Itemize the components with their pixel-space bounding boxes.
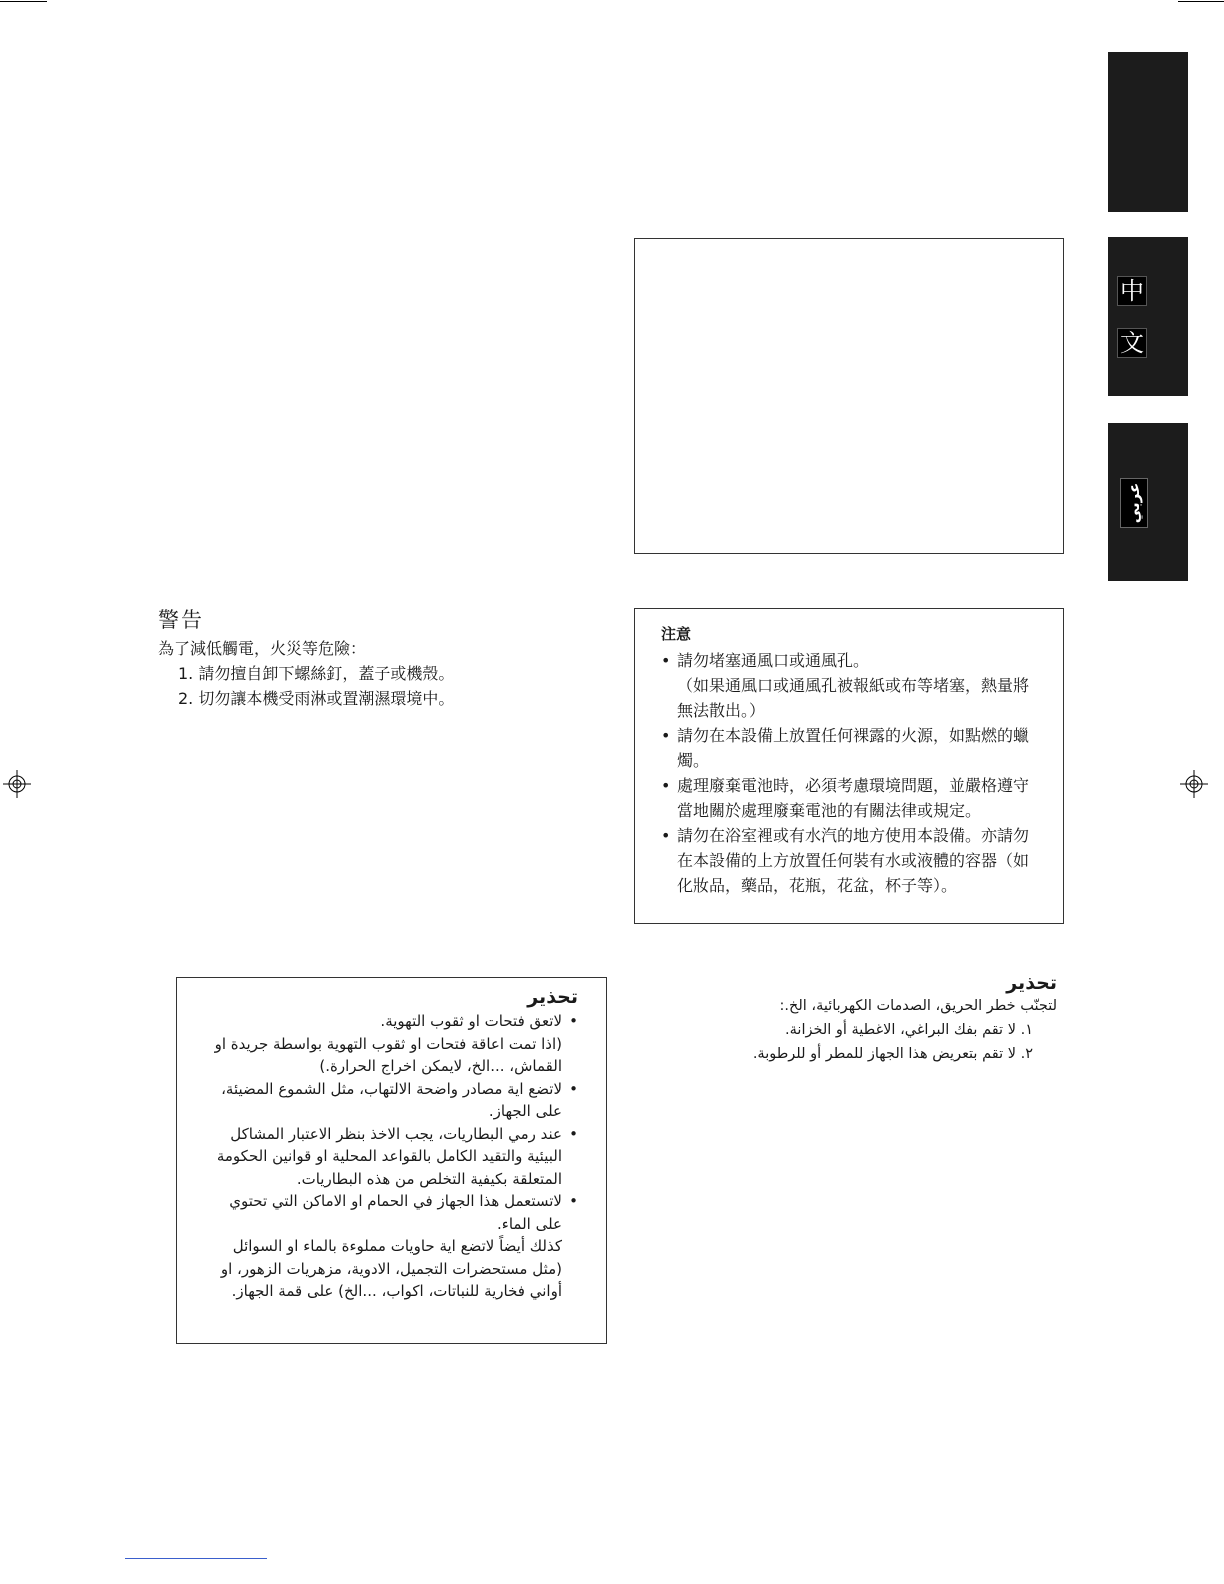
- arabic-warning: [700, 972, 1057, 1066]
- arabic-caution-box: [176, 977, 607, 1344]
- chinese-warning-item: 2. 切勿讓本機受雨淋或置潮濕環境中。: [178, 689, 455, 708]
- crop-mark-top-left: [0, 1, 47, 2]
- chinese-caution-title: 注意: [661, 625, 692, 643]
- chinese-caution-item: • 請勿在本設備上放置任何裸露的火源，如點燃的蠟燭。: [661, 723, 1041, 773]
- arabic-caution-item: • لاتستعمل هذا الجهاز في الحمام او الاماكن التي تحتوي على الماء. كذلك أيضاً لاتضع اية حاويات مملوءة بالماء او السوائل (مثل مستحضرات التجميل، الادوية، مزهريات الزهور، او أواني فخارية للنباتات، اكواب، ...الخ) على قمة الجهاز.: [200, 1190, 578, 1303]
- arabic-caution-item: • لاتعق فتحات او ثقوب التهوية. (اذا تمت اعاقة فتحات او ثقوب التهوية بواسطة جريدة او القماش، ...الخ، لايمكن اخراج الحرارة.): [200, 1010, 578, 1078]
- arabic-warning-intro: لتجنّب خطر الحريق، الصدمات الكهربائية، الخ.:: [779, 998, 1057, 1014]
- chinese-caution-item: • 請勿堵塞通風口或通風孔。 （如果通風口或通風孔被報紙或布等堵塞，熱量將無法散出。）: [661, 648, 1041, 723]
- side-tab-english[interactable]: [1108, 52, 1188, 212]
- chinese-warning-intro: 為了減低觸電，火災等危險：: [158, 639, 367, 658]
- side-tab-chinese-char-1: 中: [1117, 276, 1147, 306]
- arabic-warning-item: ١. لا تقم بفك البراغي، الاغطية أو الخزانة.: [785, 1022, 1033, 1038]
- arabic-warning-item: ٢. لا تقم بتعريض هذا الجهاز للمطر أو للرطوبة.: [752, 1046, 1033, 1062]
- registration-mark-right: [1180, 770, 1208, 798]
- side-tab-chinese[interactable]: [1108, 237, 1188, 396]
- crop-mark-top-right: [1178, 1, 1224, 2]
- side-tab-arabic-label: عربي: [1120, 478, 1148, 528]
- empty-frame: [634, 238, 1064, 554]
- registration-mark-left: [3, 770, 31, 798]
- arabic-caution-title: تحذير: [527, 986, 578, 1008]
- chinese-caution-box: [634, 608, 1064, 924]
- chinese-warning-item: 1. 請勿擅自卸下螺絲釘，蓋子或機殼。: [178, 664, 455, 683]
- chinese-warning-heading: 警告: [158, 608, 204, 632]
- side-tab-chinese-char-2: 文: [1117, 328, 1147, 358]
- footer-rule: [125, 1558, 267, 1559]
- chinese-caution-item: • 請勿在浴室裡或有水汽的地方使用本設備。亦請勿在本設備的上方放置任何裝有水或液體的容器（如化妝品，藥品，花瓶，花盆，杯子等）。: [661, 823, 1041, 898]
- arabic-caution-item: • عند رمي البطاريات، يجب الاخذ بنظر الاعتبار المشاكل البيئية والتقيد الكامل بالقواعد المحلية او قوانين الحكومة المتعلقة بكيفية التخلص من هذه البطاريات.: [200, 1123, 578, 1191]
- chinese-warning: [158, 604, 578, 710]
- arabic-warning-title: تحذير: [1006, 972, 1057, 994]
- chinese-caution-item: • 處理廢棄電池時，必須考慮環境問題，並嚴格遵守當地關於處理廢棄電池的有關法律或規定。: [661, 773, 1041, 823]
- arabic-caution-item: • لاتضع اية مصادر واضحة الالتهاب، مثل الشموع المضيئة، على الجهاز.: [200, 1078, 578, 1123]
